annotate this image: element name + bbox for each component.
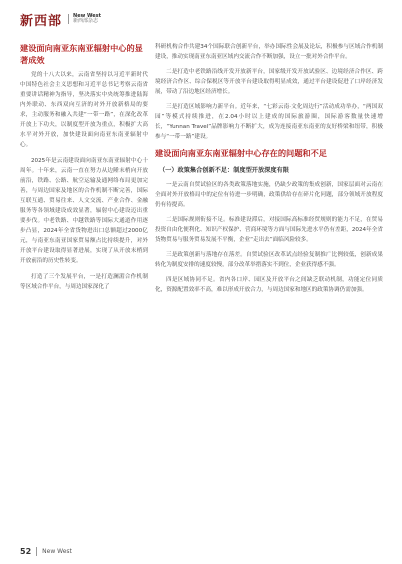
masthead-chinese-tag: 新西部杂志 (73, 18, 99, 24)
paragraph: 二是国际规则衔接不足。标准建设滞后，对接国际高标准经贸规则的能力不足，在贸易投资自由化便利化、知识产权保护、营商环境等方面与国际先进水平仍有差距，2024年全省货物贸易与服务贸易发展不平衡，企业“走出去”面临风险较多。 (155, 217, 383, 243)
paragraph: 党的十八大以来，云南省坚持以习近平新时代中国特色社会主义思想和习近平总书记考察云南省重要讲话精神为指导，坚决落实中央统筹推进陆海内外联动、东西双向互济的对外开放新格局的要求，主动服务和融入共建“一带一路”，在深化改革开放上下功夫，以制度型开放为重点，积极扩大高水平对外开放，加快建设面向南亚东南亚辐射中心。 (20, 72, 148, 148)
subsection-heading: （一）政策集合创新不足：制度型开放深度有限 (159, 167, 289, 174)
page-footer (20, 547, 72, 556)
masthead (20, 10, 101, 28)
paragraph: 2025年是云南建设面向南亚东南亚辐射中心十周年。十年来，云南一直在努力从边陲末梢向开放前沿，铁路、公路、航空运输及通网络布局更加完善，与周边国家及地区的合作机制不断完善，国际互联互通、贸易往来、人文交流、产业合作、金融服务等各领域建设成效显著，辐射中心建设迈出重要步伐。中老铁路、中越铁路等国际大通道作用逐步凸显，2024年全省货物进出口总额超过2000亿元，与南亚东南亚国家贸易额占比持续提升，对外开放平台建设取得显著进展，实现了从开放末梢到开放前沿的历史性转变。 (20, 158, 148, 264)
page-number: 52 (20, 547, 32, 556)
footer-divider (36, 547, 37, 556)
paragraph: 三是打造区域影响力新平台。近年来，“七彩云南·文化周边行”活动成功举办，“两国双园”等模式持续推进，在2.04小时以上建成的国际旅游圈，国际游客数量快速增长，“Yunnan Travel”品牌影响力不断扩大，成为连接南亚东南亚的友好桥梁和纽带，积极参与“一带一路”建设。 (155, 104, 383, 140)
paragraph: 三是政策创新与落地存在落差。自贸试验区改革试点经验复制推广比例较低，创新成果转化为制度安排的速度较慢，部分改革举措落实不到位，企业获得感不强。 (155, 252, 383, 268)
masthead-subtitle (68, 14, 101, 24)
magazine-logo: 新西部 (20, 13, 63, 29)
section-heading-achievements: 建设面向南亚东南亚辐射中心的显著成效 (20, 43, 143, 65)
section-heading-problems: 建设面向南亚东南亚辐射中心存在的问题和不足 (155, 148, 327, 158)
paragraph: 四是区域协同不足。省内各口岸、园区及开放平台之间缺乏联动机制，功能定位同质化，资源配置效率不高，难以形成开放合力，与周边国家和地区的政策协调仍需加强。 (155, 277, 383, 293)
masthead-english-name: New West (73, 13, 102, 19)
paragraph: 科研机构合作共建34个国际联合创新平台，举办国际性会展及论坛，积极参与区域合作机制建设，推动实现南亚东南亚区域内交流合作不断加强，设立一批对外合作平台。 (155, 44, 383, 60)
footer-publication-name: New West (42, 548, 72, 555)
right-column (155, 42, 383, 295)
paragraph: 打造了三个发展平台，一是打造澜湄合作机制等区域合作平台，与周边国家深化了 (20, 274, 148, 290)
paragraph: 一是云南自贸试验区的各类政策落地实施，仍缺少政策的集成创新，国家层面对云南在全面对外开放格局中的定位有待进一步明确，政策供给存在碎片化问题，部分领域开放程度仍有待提高。 (155, 182, 383, 208)
left-column (20, 42, 148, 292)
paragraph: 二是打造中老铁路沿线开发开放新平台，国家级开发开放试验区、边境经济合作区、跨境经济合作区、综合保税区等开放平台建设取得明显成效，通过平台建设促进了口岸经济发展，带动了沿边地区经济增长。 (155, 69, 383, 95)
